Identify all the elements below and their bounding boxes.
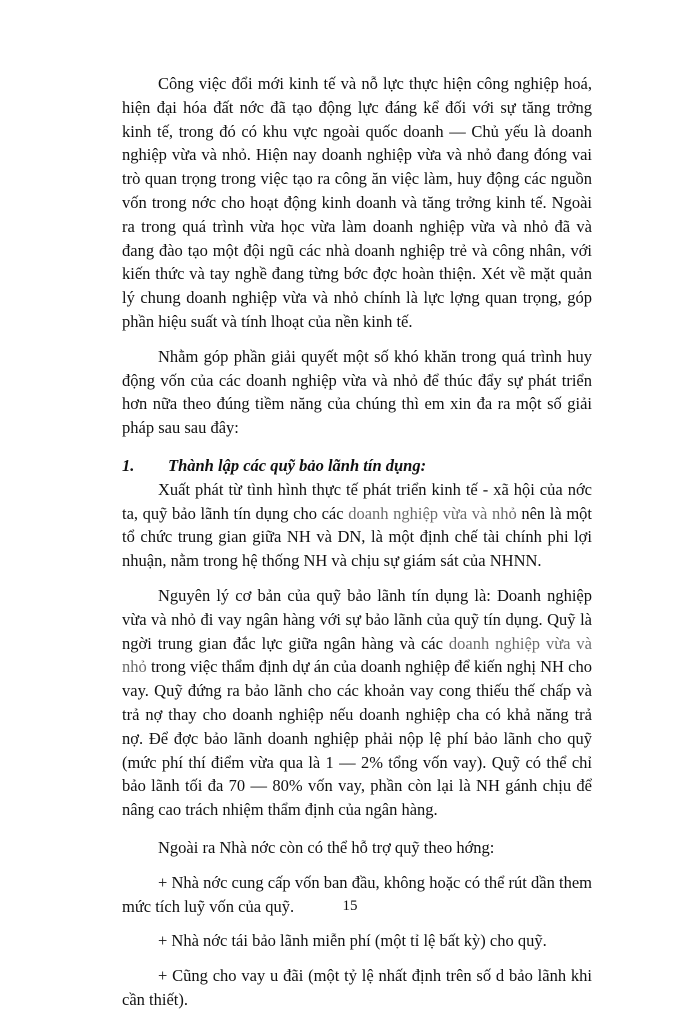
- section-title: Thành lập các quỹ bảo lãnh tín dụng:: [168, 455, 427, 475]
- support-item-preferential-loan: + Cũng cho vay u đãi (một tỷ lệ nhất định trên số d bảo lãnh khi cần thiết).: [122, 966, 592, 1009]
- support-item-capital: + Nhà nớc cung cấp vốn ban đầu, không hoặc có thể rút dần them mức tích luỹ vốn của quỹ.: [122, 872, 592, 916]
- section-number: 1.: [122, 455, 135, 475]
- intro-paragraph: Công việc đổi mới kinh tế và nỗ lực thực hiện công nghiệp hoá, hiện đại hóa đất nớc đã tạo động lực đáng kể đối với sự tăng trởng kinh tế, trong đó có khu vực ngoài quốc doanh — Chủ yếu là doanh nghiệp vừa và nhỏ. Hiện nay doanh nghiệp vừa và nhỏ đang đóng vai trò quan trọng trong việc tạo ra công ăn việc làm, huy động các nguồn vốn trong nớc cho hoạt động kinh doanh và tăng trởng kinh tế. Ngoài ra trong quá trình vừa học vừa làm doanh nghiệp vừa và nhỏ đã và đang đào tạo một đội ngũ các nhà doanh nghiệp trẻ và công nhân, với kiến thức và tay nghề đang từng bớc đợc hoàn thiện. Xét về mặt quản lý chung doanh nghiệp vừa và nhỏ chính là lực lợng quan trọng, góp phần hiệu suất và tính lhoạt của nền kinh tế.: [122, 74, 592, 331]
- fund-principle-paragraph: [122, 584, 592, 822]
- highlighted-term: doanh nghiệp vừa và nhỏ: [122, 633, 592, 677]
- support-item-reguarantee: + Nhà nớc tái bảo lãnh miễn phí (một tỉ lệ bất kỳ) cho quỹ.: [158, 931, 547, 951]
- highlighted-term: doanh nghiệp vừa và nhỏ: [348, 503, 517, 523]
- document-body: [122, 72, 592, 1012]
- purpose-paragraph: Nhằm góp phần giải quyết một số khó khăn trong quá trình huy động vốn của các doanh nghiệp vừa và nhỏ để thúc đẩy sự phát triển hơn nữa theo đúng tiềm năng của chúng thì em xin đa ra một số giải pháp sau sau đây:: [122, 346, 592, 438]
- fund-origin-text-end: nên là một tổ chức trung gian giữa NH và DN, là một định chế tài chính phi lợi nhuận, nằm trong hệ thống NH và chịu sự giám sát của NHNN.: [122, 503, 592, 571]
- section-heading: [122, 454, 592, 478]
- fund-principle-text-end: trong việc thẩm định dự án của doanh nghiệp để kiến nghị NH cho vay. Quỹ đứng ra bảo lãnh cho các khoản vay cong thiếu thế chấp và trả nợ thay cho doanh nghiệp nếu doanh nghiệp cha có khả năng trả nợ. Để đợc bảo lãnh doanh nghiệp phải nộp lệ phí bảo lãnh cho quỹ (mức phí thí điểm vừa qua là 1 — 2% tổng vốn vay). Quỹ có thể chỉ bảo lãnh tối đa 70 — 80% vốn vay, phần còn lại là NH gánh chịu để nâng cao trách nhiệm thẩm định của ngân hàng.: [122, 657, 592, 820]
- fund-origin-text-start: Xuất phát từ tình hình thực tế phát triển kinh tế - xã hội của nớc ta, quỹ bảo lãnh tín dụng cho các: [122, 479, 592, 523]
- fund-origin-paragraph: [122, 478, 592, 573]
- page-number: 15: [342, 898, 358, 914]
- fund-principle-text-start: Nguyên lý cơ bản của quỹ bảo lãnh tín dụng là: Doanh nghiệp vừa và nhỏ đi vay ngân hàng với sự bảo lãnh của quỹ tín dụng. Quỹ là ngời trung gian đắc lực giữa ngân hàng và các: [122, 585, 592, 653]
- state-support-paragraph: Ngoài ra Nhà nớc còn có thể hỗ trợ quỹ theo hớng:: [158, 837, 495, 857]
